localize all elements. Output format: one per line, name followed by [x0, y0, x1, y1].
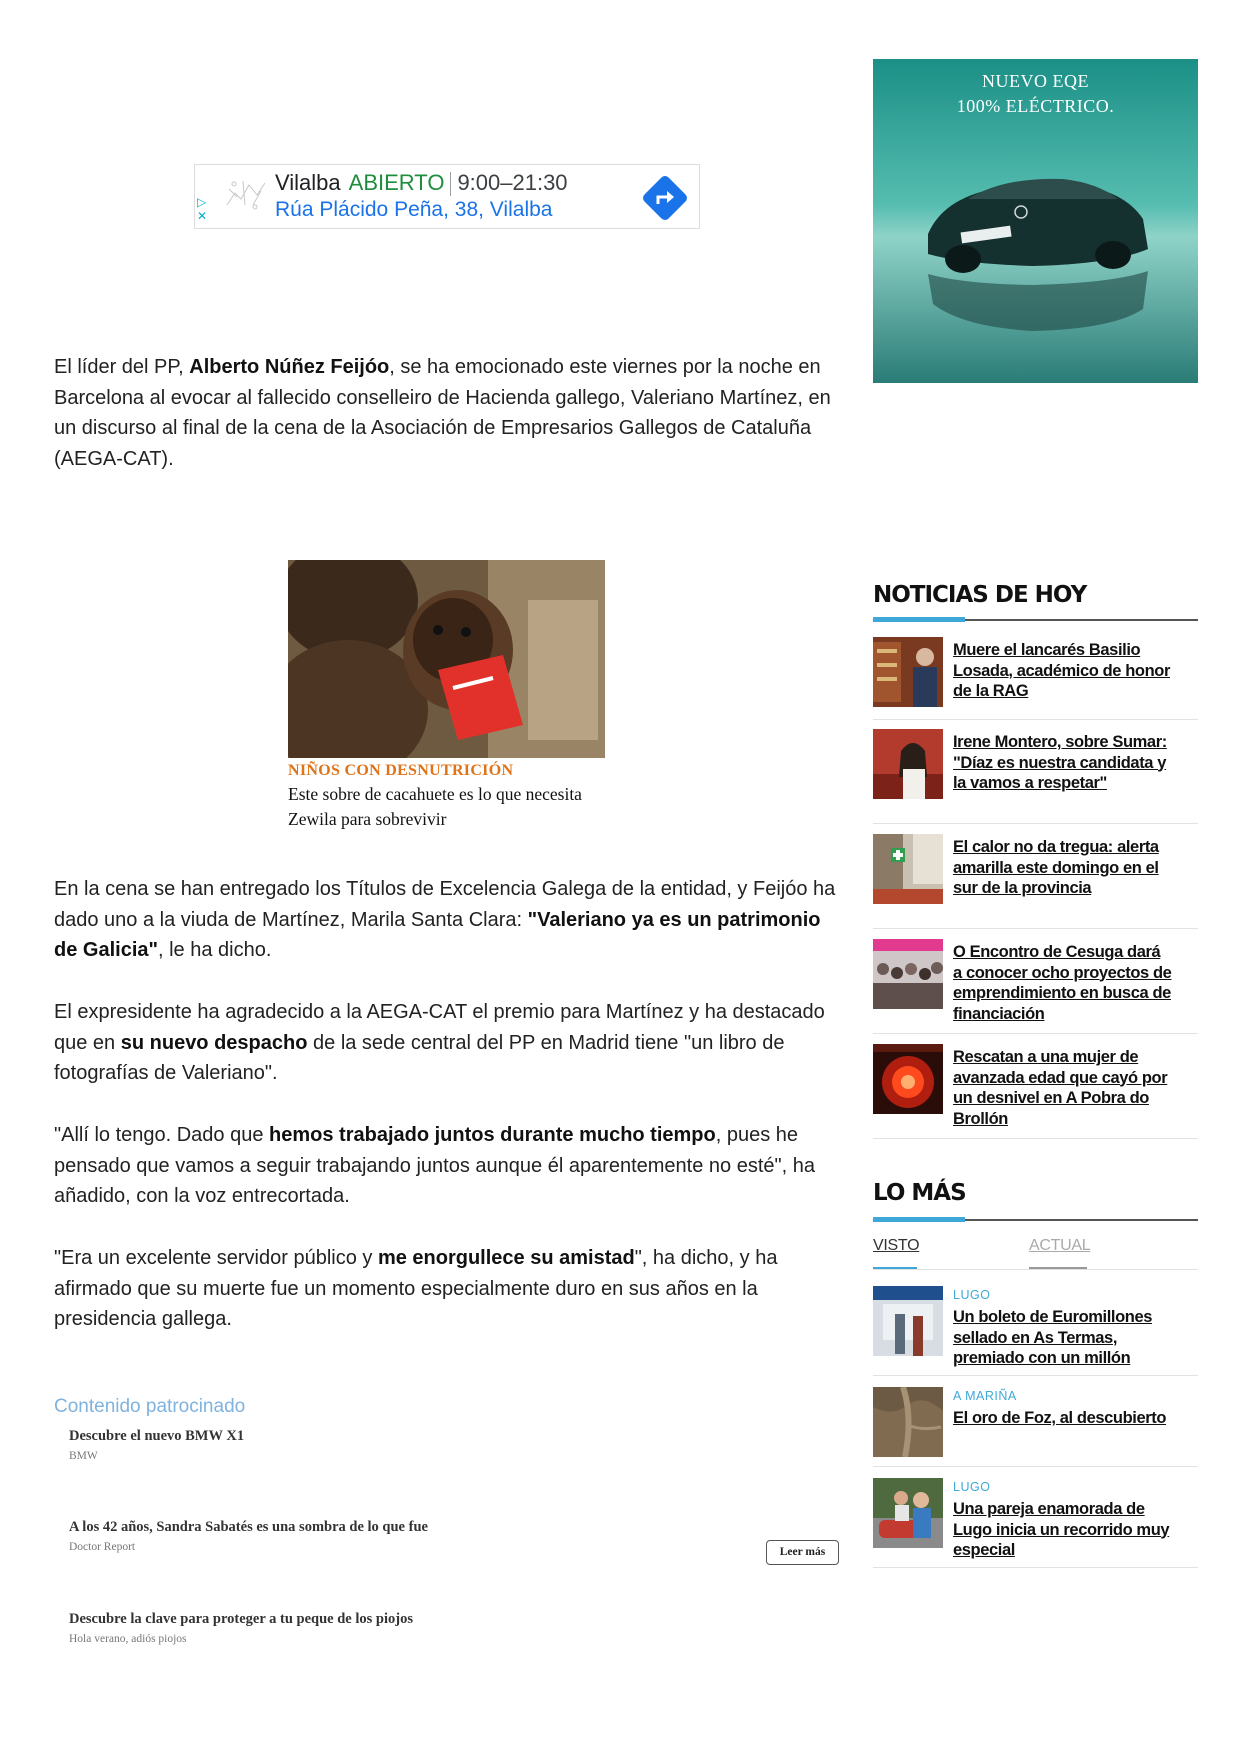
news-item[interactable] — [873, 939, 1198, 1034]
open-status: ABIERTO — [348, 170, 445, 195]
car-advert[interactable] — [873, 59, 1198, 383]
news-kicker: LUGO — [953, 1480, 991, 1494]
related-story-category[interactable]: NIÑOS CON DESNUTRICIÓN — [288, 762, 514, 779]
map-ad-banner[interactable] — [194, 164, 700, 229]
news-thumbnail[interactable] — [873, 1387, 943, 1457]
news-headline[interactable]: Irene Montero, sobre Sumar: "Díaz es nuestra candidata y la vamos a respetar" — [953, 733, 1167, 792]
article-paragraph-1: El líder del PP, Alberto Núñez Feijóo, se ha emocionado este viernes por la noche en Barcelona al evocar al fallecido conselleiro de Hacienda gallego, Valeriano Martínez, en un discurso al final de la cena de la Asociación de Empresarios Gallegos de Cataluña (AEGA-CAT). — [54, 356, 831, 470]
adchoices-icon[interactable]: ▷ ✕ — [197, 195, 208, 223]
car-ad-line2: 100% ELÉCTRICO. — [956, 96, 1115, 116]
news-item[interactable] — [873, 637, 1198, 720]
section-accent-bar — [873, 1217, 965, 1222]
sponsored-content-label: Contenido patrocinado — [54, 1396, 246, 1417]
sponsored-item-title[interactable]: Descubre el nuevo BMW X1 — [69, 1428, 245, 1444]
sponsored-item-title[interactable]: Descubre la clave para proteger a tu peque de los piojos — [69, 1611, 413, 1627]
news-kicker: A MARIÑA — [953, 1389, 1017, 1403]
related-story-caption[interactable]: Este sobre de cacahuete es lo que necesita Zewila para sobrevivir — [288, 784, 582, 829]
news-thumbnail[interactable] — [873, 1044, 943, 1114]
store-address[interactable]: Rúa Plácido Peña, 38, Vilalba — [275, 198, 553, 221]
sponsored-item-title[interactable]: A los 42 años, Sandra Sabatés es una sombra de lo que fue — [69, 1519, 428, 1535]
article-paragraph-2: En la cena se han entregado los Títulos de Excelencia Galega de la entidad, y Feijóo ha dado uno a la viuda de Martínez, Marila Santa Clara: "Valeriano ya es un patrimonio de Galicia", le ha dicho. — [54, 878, 836, 961]
news-headline[interactable]: Muere el lancarés Basilio Losada, académico de honor de la RAG — [953, 641, 1170, 700]
sponsored-item-source: Doctor Report — [69, 1541, 136, 1553]
tab-visto[interactable]: VISTO — [873, 1237, 920, 1254]
news-headline[interactable]: El calor no da tregua: alerta amarilla este domingo en el sur de la provincia — [953, 838, 1159, 897]
news-headline[interactable]: O Encontro de Cesuga dará a conocer ocho proyectos de emprendimiento en busca de financiación — [953, 943, 1172, 1023]
directions-icon[interactable] — [643, 176, 687, 220]
news-thumbnail[interactable] — [873, 637, 943, 707]
store-name: Vilalba — [275, 170, 341, 195]
news-item[interactable] — [873, 1044, 1198, 1139]
article-paragraph-3: El expresidente ha agradecido a la AEGA-CAT el premio para Martínez y ha destacado que en su nuevo despacho de la sede central del PP en Madrid tiene "un libro de fotografías de Valeriano". — [54, 1001, 825, 1084]
related-story-image[interactable] — [288, 560, 605, 758]
news-thumbnail[interactable] — [873, 939, 943, 1009]
most-viewed-item[interactable] — [873, 1286, 1198, 1376]
most-viewed-item[interactable] — [873, 1387, 1198, 1467]
store-status-line — [275, 170, 568, 196]
most-viewed-item[interactable] — [873, 1478, 1198, 1568]
news-thumbnail[interactable] — [873, 729, 943, 799]
lo-mas-title: LO MÁS — [873, 1180, 966, 1206]
news-thumbnail[interactable] — [873, 1286, 943, 1356]
noticias-de-hoy-title: NOTICIAS DE HOY — [873, 582, 1087, 608]
news-item[interactable] — [873, 729, 1198, 824]
section-accent-bar — [873, 617, 965, 622]
sponsored-item-source: BMW — [69, 1450, 98, 1462]
news-headline[interactable]: Una pareja enamorada de Lugo inicia un recorrido muy especial — [953, 1500, 1170, 1559]
opening-hours: 9:00–21:30 — [457, 170, 568, 195]
news-thumbnail[interactable] — [873, 1478, 943, 1548]
tabs-divider — [873, 1269, 1198, 1270]
read-more-button[interactable]: Leer más — [766, 1540, 839, 1565]
news-headline[interactable]: El oro de Foz, al descubierto — [953, 1409, 1167, 1427]
news-kicker: LUGO — [953, 1288, 991, 1302]
news-headline[interactable]: Un boleto de Euromillones sellado en As Termas, premiado con un millón — [953, 1308, 1153, 1367]
news-item[interactable] — [873, 834, 1198, 929]
sponsored-item-source: Hola verano, adiós piojos — [69, 1633, 187, 1645]
news-headline[interactable]: Rescatan a una mujer de avanzada edad que cayó por un desnivel en A Pobra do Brollón — [953, 1048, 1168, 1128]
article-paragraph-4: "Allí lo tengo. Dado que hemos trabajado juntos durante mucho tiempo, pues he pensado que vamos a seguir trabajando juntos aunque él aparentemente no esté", ha añadido, con la voz entrecortada. — [54, 1124, 815, 1207]
divider — [450, 172, 451, 196]
map-thumbnail — [225, 175, 267, 215]
tab-actual[interactable]: ACTUAL — [1029, 1237, 1091, 1254]
news-thumbnail[interactable] — [873, 834, 943, 904]
article-paragraph-5: "Era un excelente servidor público y me enorgullece su amistad", ha dicho, y ha afirmado que su muerte fue un momento especialmente duro en sus años en la presidencia gallega. — [54, 1247, 778, 1330]
car-ad-line1: NUEVO EQE — [982, 71, 1089, 91]
